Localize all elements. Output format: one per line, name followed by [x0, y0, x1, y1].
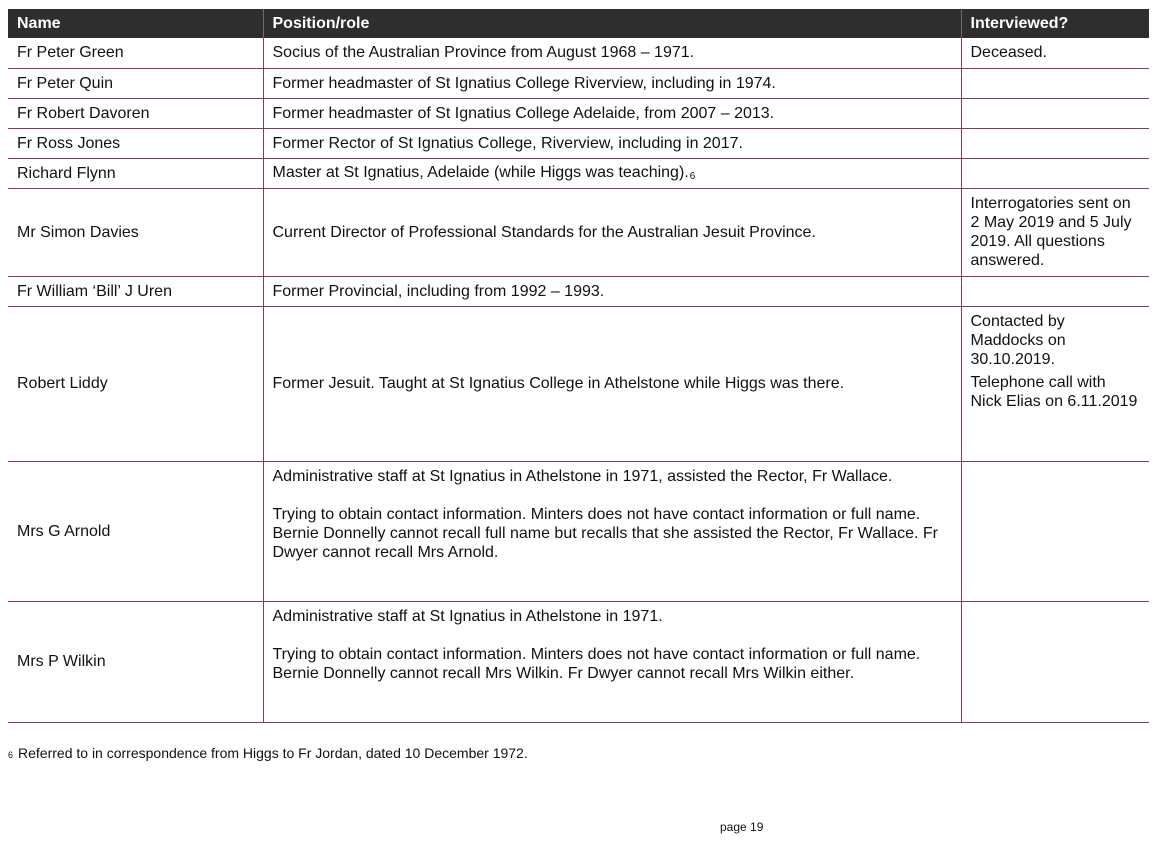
position-text: Administrative staff at St Ignatius in Athelstone in 1971. — [272, 607, 663, 625]
interviewed-text: Interrogatories sent on 2 May 2019 and 5 July 2019. All questions answered. — [970, 194, 1132, 269]
position-text: Former Provincial, including from 1992 – 1993. — [272, 282, 605, 300]
cell-interviewed — [961, 158, 1149, 188]
position-text: Trying to obtain contact information. Minters does not have contact information or full name. Bernie Donnelly cannot recall Mrs Wilkin. Fr Dwyer cannot recall Mrs Wilkin either. — [272, 645, 921, 682]
cell-name: Fr Peter Green — [8, 38, 263, 68]
table-row — [8, 38, 1149, 68]
cell-name: Mrs G Arnold — [8, 461, 263, 601]
cell-name: Fr Robert Davoren — [8, 98, 263, 128]
cell-position — [263, 188, 961, 276]
cell-position — [263, 461, 961, 601]
interviewed-text: Contacted by Maddocks on 30.10.2019. — [970, 312, 1066, 368]
cell-interviewed — [961, 38, 1149, 68]
interviewed-text: Telephone call with Nick Elias on 6.11.2019 — [970, 373, 1138, 410]
cell-position — [263, 68, 961, 98]
position-text: Socius of the Australian Province from August 1968 – 1971. — [272, 44, 695, 62]
position-text-span: Master at St Ignatius, Adelaide (while Higgs was teaching). — [272, 163, 689, 181]
cell-interviewed — [961, 601, 1149, 722]
cell-name: Mr Simon Davies — [8, 188, 263, 276]
position-text: Current Director of Professional Standards for the Australian Jesuit Province. — [272, 223, 816, 241]
position-text: Former Jesuit. Taught at St Ignatius College in Athelstone while Higgs was there. — [272, 375, 845, 392]
position-text: Former Rector of St Ignatius College, Riverview, including in 2017. — [272, 134, 743, 152]
interviewed-text: Deceased. — [970, 44, 1047, 62]
cell-name: Mrs P Wilkin — [8, 601, 263, 722]
footnote-number: 6 — [8, 750, 14, 760]
position-text: Trying to obtain contact information. Minters does not have contact information or full name. Bernie Donnelly cannot recall full name but recalls that she assisted the Rector, Fr Wallace. Fr Dwyer cannot recall Mrs Arnold. — [272, 505, 938, 561]
cell-name: Fr Ross Jones — [8, 128, 263, 158]
page-number: page 19 — [720, 820, 764, 834]
cell-position — [263, 128, 961, 158]
header-interviewed: Interviewed? — [961, 9, 1149, 38]
cell-interviewed — [961, 68, 1149, 98]
cell-name: Robert Liddy — [8, 306, 263, 461]
cell-position — [263, 601, 961, 722]
footnote-text: Referred to in correspondence from Higgs to Fr Jordan, dated 10 December 1972. — [18, 745, 528, 761]
table-row — [8, 276, 1149, 306]
cell-interviewed — [961, 98, 1149, 128]
table-header-row — [8, 9, 1149, 38]
position-text: Former headmaster of St Ignatius College Riverview, including in 1974. — [272, 74, 776, 92]
footnote — [8, 745, 528, 761]
cell-interviewed — [961, 461, 1149, 601]
cell-position — [263, 38, 961, 68]
cell-interviewed — [961, 306, 1149, 461]
header-name: Name — [8, 9, 263, 38]
cell-position — [263, 276, 961, 306]
cell-name: Richard Flynn — [8, 158, 263, 188]
cell-name: Fr Peter Quin — [8, 68, 263, 98]
position-text: Former headmaster of St Ignatius College Adelaide, from 2007 – 2013. — [272, 104, 775, 122]
cell-position — [263, 306, 961, 461]
footnote-ref[interactable]: 6 — [689, 170, 696, 182]
table-row — [8, 461, 1149, 601]
table-row — [8, 158, 1149, 188]
table-row — [8, 601, 1149, 722]
people-table — [8, 9, 1149, 723]
cell-position — [263, 98, 961, 128]
cell-interviewed — [961, 276, 1149, 306]
table-row — [8, 68, 1149, 98]
cell-interviewed — [961, 188, 1149, 276]
table-row — [8, 306, 1149, 461]
table-row — [8, 98, 1149, 128]
position-text: Administrative staff at St Ignatius in Athelstone in 1971, assisted the Rector, Fr Wallace. — [272, 467, 893, 485]
table-row — [8, 128, 1149, 158]
cell-name: Fr William ‘Bill’ J Uren — [8, 276, 263, 306]
table-row — [8, 188, 1149, 276]
header-position-role: Position/role — [263, 9, 961, 38]
position-text — [273, 163, 952, 184]
cell-position — [263, 158, 961, 188]
cell-interviewed — [961, 128, 1149, 158]
